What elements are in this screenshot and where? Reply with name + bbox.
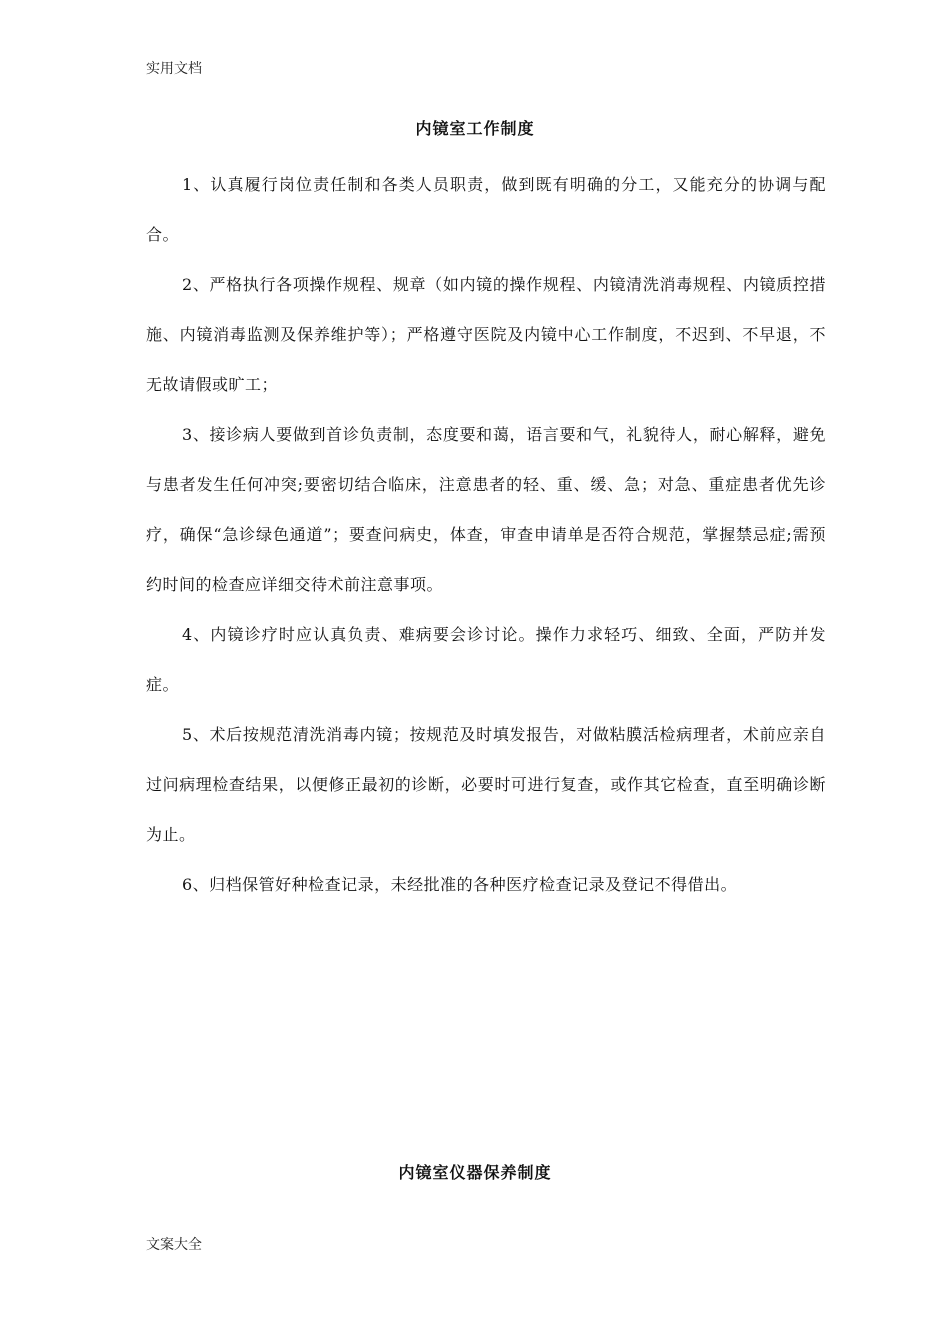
section-title-2: 内镜室仪器保养制度 — [398, 1163, 552, 1182]
paragraph-1: 1、认真履行岗位责任制和各类人员职责，做到既有明确的分工，又能充分的协调与配合。 — [146, 175, 826, 244]
page-header: 实用文档 — [146, 61, 202, 77]
section-title: 内镜室工作制度 — [415, 119, 535, 138]
paragraph-2: 2、严格执行各项操作规程、规章（如内镜的操作规程、内镜清洗消毒规程、内镜质控措施、内镜消毒监测及保养维护等）；严格遵守医院及内镜中心工作制度，不迟到、不早退，不无故请假或旷工； — [146, 275, 826, 394]
paragraph-3: 3、接诊病人要做到首诊负责制，态度要和蔼，语言要和气，礼貌待人，耐心解释，避免与患者发生任何冲突;要密切结合临床，注意患者的轻、重、缓、急；对急、重症患者优先诊疗，确保“急诊绿色通道”；要查问病史，体查，审查申请单是否符合规范，掌握禁忌症;需预约时间的检查应详细交待术前注意事项。 — [146, 425, 826, 594]
paragraph-6: 6、归档保管好种检查记录，未经批准的各种医疗检查记录及登记不得借出。 — [182, 875, 738, 894]
paragraph-4: 4、内镜诊疗时应认真负责、难病要会诊讨论。操作力求轻巧、细致、全面，严防并发症。 — [146, 625, 826, 694]
section-body — [146, 160, 826, 910]
page-footer: 文案大全 — [146, 1237, 202, 1253]
paragraph-5: 5、术后按规范清洗消毒内镜；按规范及时填发报告，对做粘膜活检病理者，术前应亲自过问病理检查结果，以便修正最初的诊断，必要时可进行复查，或作其它检查，直至明确诊断为止。 — [146, 725, 826, 844]
